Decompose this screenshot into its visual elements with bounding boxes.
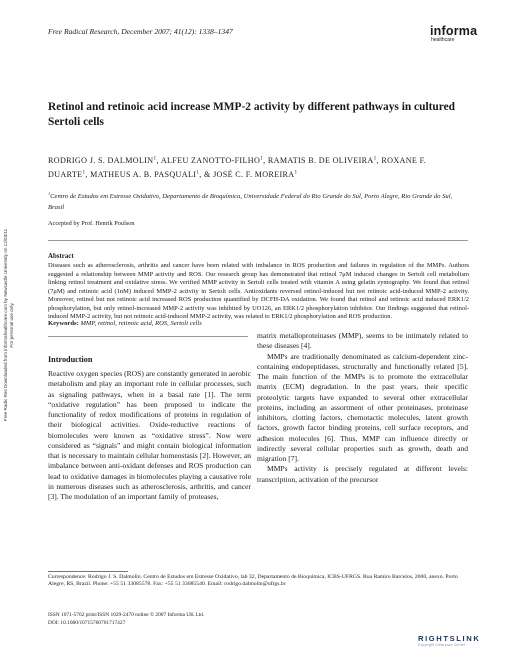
author-name: ALFEU ZANOTTO-FILHO [160, 156, 261, 165]
author-list [48, 154, 468, 181]
doi-line: DOI: 10.1080/10715760701717427 [48, 619, 126, 626]
abstract-top-rule [48, 240, 468, 241]
author-name: RODRIGO J. S. DALMOLIN [48, 156, 154, 165]
logo-subtext: healthcare [431, 37, 455, 43]
rightslink-logo [418, 634, 480, 647]
author-separator: , [85, 169, 91, 179]
watermark-line-1: Free Radic Res Downloaded from informahealthcare.com by Newcastle University on 12/03/11 [3, 228, 8, 422]
paragraph: MMPs activity is precisely regulated at different levels: transcription, activation of the precursor [257, 464, 468, 484]
paragraph: Reactive oxygen species (ROS) are constantly generated in aerobic metabolism and play an important role in cellular processes, such as signaling pathways, when in a basal rate [1]. The term “oxidative regulation” has been proposed to indicate the functionality of redox modifications of proteins in regulation of their biological activities. Oxide-reductive reactions of biomolecules were known as “oxidative stress”. Now were considered as “signals” and might contain biological information that is necessary to maintain cellular homeostasis [2]. However, an imbalance between anti-oxidant defenses and ROS production can lead to oxidative damages in biomolecules playing a causative role in numerous diseases such as atherosclerosis, arthritis, and cancer [3]. The modulation of an important family of proteases, [48, 369, 251, 501]
keywords-label: Keywords: [48, 320, 79, 327]
keywords-list: MMP, retinol, retinoic acid, ROS, Sertoli cells [80, 320, 202, 327]
author-name: MATHEUS A. B. PASQUALI [90, 169, 197, 179]
logo-text: informa [430, 24, 478, 38]
journal-citation: Free Radical Research, December 2007; 41(12): 1338–1347 [48, 27, 233, 36]
affiliation-mark: 1 [48, 190, 51, 196]
paragraph: matrix metalloproteinases (MMP), seems to be intimately related to these diseases [4]. [257, 331, 468, 351]
abstract-heading: Abstract [48, 253, 74, 260]
rightslink-subtext: Copyright Clearance Center [418, 643, 466, 647]
author-name: JOSÉ C. F. MOREIRA [213, 169, 295, 179]
author-separator: , [376, 156, 382, 165]
download-watermark [3, 195, 15, 455]
correspondence-note: Correspondence: Rodrigo J. S. Dalmolin. Centro de Estudos em Estresse Oxidativo, lab 32, Departamento de Bioquímica, ICBS-UFRGS. Rua Ramiro Barcelos, 2600, anexo. Porto Alegre, RS, Brazil. Phone: +55 51 33085578. Fax: +55 51 33085540. Email: rodrigo.dalmolin@ufrgs.br [48, 574, 458, 588]
right-column [257, 331, 468, 485]
accepted-by: Accepted by Prof. Henrik Poulson [48, 220, 135, 227]
section-heading-introduction: Introduction [48, 355, 93, 364]
affiliation-mark: 1 [196, 168, 200, 175]
affiliation-mark: 1 [373, 155, 377, 162]
affiliation [48, 192, 468, 213]
issn-line: ISSN 1071-5762 print/ISSN 1029-2470 online © 2007 Informa UK Ltd. [48, 612, 205, 618]
affiliation-mark: 1 [260, 155, 264, 162]
affiliation-mark: 1 [294, 168, 298, 175]
watermark-line-2: For personal use only. [9, 302, 14, 348]
affiliation-mark: 1 [82, 168, 86, 175]
rightslink-text: RIGHTSLINK [418, 634, 481, 643]
abstract-text: Diseases such as atherosclerosis, arthritis and cancer have been related with imbalance in ROS production and failures in regulation of the MMPs. Authors suggested a relationship between MMP activity and ROS. Our research group has demonstrated that retinol 7μM induced changes in Sertoli cell metabolism linking retinol treatment and oxidative stress. We verified MMP activity in Sertoli cells treated with vitamin A using gelatin zymography. We found that retinol (7μM) and retinoic acid (1nM) induced MMP-2 activity in Sertoli cells. Antioxidants reversed retinol-induced but not retinoic acid-induced MMP-2 activity. Moreover, retinol but not retinoic acid increased ROS production quantified by DCFH-DA oxidation. We found that retinol and retinoic acid induced ERK1/2 phosphorylation, but only retinol-increased MMP-2 activity was inhibited by UO126, an ERK1/2 phosphorylation inhibitor. Our findings suggested that retinol-induced MMP-2 activity, but not retinoic acid-induced MMP-2 activity, was related to ERK1/2 phosphorylation and ROS production. [48, 262, 469, 320]
author-name: RAMATIS B. DE OLIVEIRA [267, 156, 374, 165]
author-name: ROXANE F. DUARTE [48, 156, 427, 179]
paragraph: MMPs are traditionally denominated as calcium-dependent zinc-containing endopeptidases, structurally and functionally related [5]. The main function of the MMPs is to promote the extracellular matrix (ECM) degradation. In the past years, their specific proteolytic targets have expanded to several other extracellular proteins, including an assortment of other proteinases, proteinase inhibitors, clotting factors, chemotactic molecules, latent growth factors, growth factor binding proteins, cell surface receptors, and adhesion molecules [6]. Thus, MMP can influence directly or indirectly several cellular properties such as growth, death and migration [7]. [257, 351, 468, 463]
author-separator: , [156, 156, 161, 165]
abstract-bottom-rule [48, 336, 248, 337]
author-separator: , [263, 156, 268, 165]
publisher-logo [430, 24, 477, 43]
author-separator: , & [199, 169, 214, 179]
affiliation-text: Centro de Estudos em Estresse Oxidativo, Departamento de Bioquímica, Universidade Federal do Rio Grande do Sul, Porto Alegre, Rio Grande do Sul, Brasil [48, 193, 453, 211]
footnote-rule [48, 571, 128, 572]
left-column [48, 369, 251, 502]
article-title: Retinol and retinoic acid increase MMP-2 activity by different pathways in cultured Sertoli cells [48, 101, 455, 128]
keywords [48, 320, 469, 327]
affiliation-mark: 1 [153, 155, 157, 162]
issn-block [48, 612, 348, 627]
